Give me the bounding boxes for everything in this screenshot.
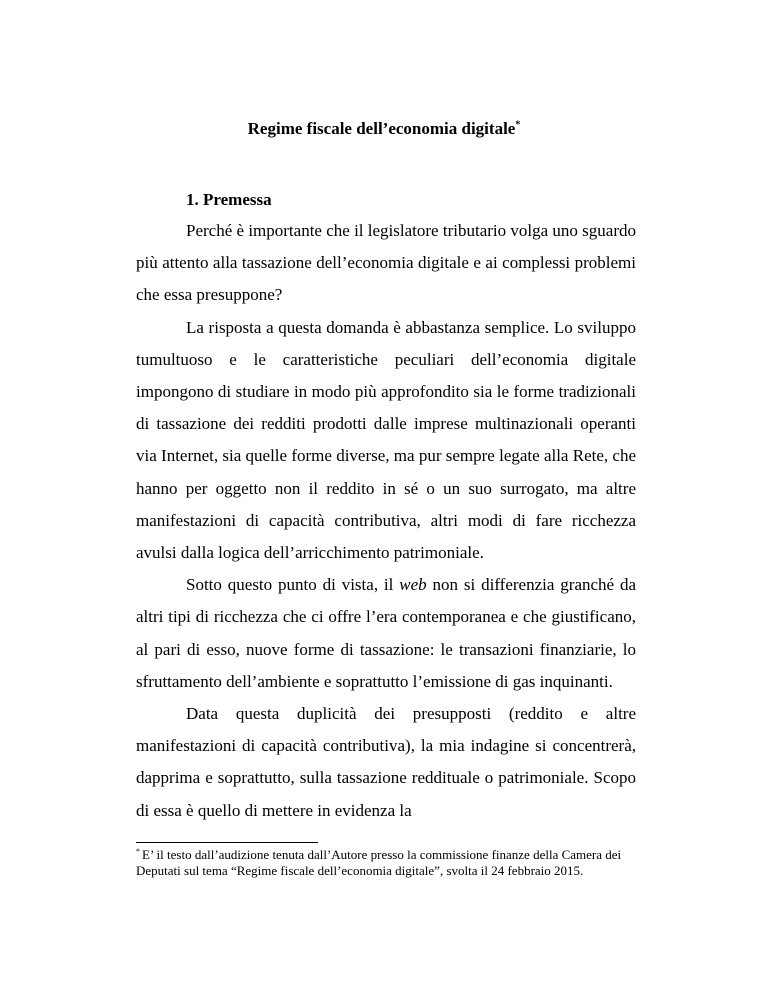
section-heading: 1. Premessa: [186, 190, 272, 209]
paragraph-3-emphasis: web: [399, 575, 427, 595]
footnote-text: E’ il testo dall’audizione tenuta dall’Autore presso la commissione finanze della Camera dei Deputati sul tema “Regime fiscale dell’economia digitale”, svolta il 24 febbraio 2015.: [136, 847, 622, 878]
footnote: [136, 847, 636, 879]
paragraph-2: La risposta a questa domanda è abbastanza semplice. Lo sviluppo tumultuoso e le caratteristiche peculiari dell’economia digitale impongono di studiare in modo più approfondito sia le forme tradizionali di tassazione dei redditi prodotti dalle imprese multinazionali operanti via Internet, sia quelle forme diverse, ma pur sempre legate alla Rete, che hanno per oggetto non il reddito in sé o un suo surrogato, ma altre manifestazioni di capacità contributiva, altri modi di fare ricchezza avulsi dalla logica dell’arricchimento patrimoniale.: [136, 317, 636, 563]
footnote-divider: [136, 842, 318, 843]
paragraph-3-part-2: non si differenzia granché da altri tipi di ricchezza che ci offre l’era contemporanea e che giustificano, al pari di esso, nuove forme di tassazione: le transazioni finanziarie, lo sfruttamento dell’ambiente e soprattutto l’emissione di gas inquinanti.: [136, 575, 636, 691]
paragraph-4: Data questa duplicità dei presupposti (reddito e altre manifestazioni di capacità contributiva), la mia indagine si concentrerà, dapprima e soprattutto, sulla tassazione reddituale o patrimoniale. Scopo di essa è quello di mettere in evidenza la: [136, 704, 636, 820]
title-text: Regime fiscale dell’economia digitale: [247, 119, 516, 138]
paragraph-3: [136, 569, 636, 698]
title-footnote-mark[interactable]: *: [515, 119, 521, 131]
body-text: [136, 215, 636, 827]
document-title: [0, 117, 768, 141]
paragraph-3-part-1: Sotto questo punto di vista, il: [186, 575, 400, 595]
paragraph-1: Perché è importante che il legislatore tributario volga uno sguardo più attento alla tassazione dell’economia digitale e ai complessi problemi che essa presuppone?: [136, 221, 636, 305]
footnote-mark: *: [136, 846, 140, 856]
